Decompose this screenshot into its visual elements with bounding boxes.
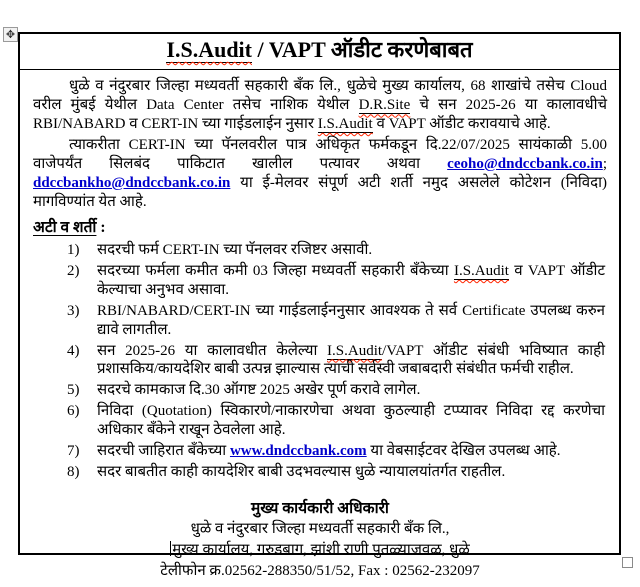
term-4-seg2: /VAPT ऑडीट संबंधी भविष्यात काही प्रशासकिय/कायदेशिर बाबी उत्पन्न झाल्यास त्याची सर्वस्वी जबाबदारी संबंधीत फर्मची राहील. [97, 342, 606, 378]
term-text [97, 262, 607, 300]
title-isaudit-spellcheck [166, 37, 252, 63]
term-item-1 [33, 241, 607, 260]
signature-block [33, 498, 607, 581]
isaudit-spellcheck [318, 116, 373, 133]
term-2-isaudit-spellcheck [454, 263, 509, 280]
term-2-isaudit-text: I.S.Audit [453, 263, 509, 280]
email-link-ceoho[interactable]: ceoho@dndccbank.co.in [447, 155, 603, 172]
signatory-bank-name: धुळे व नंदुरबार जिल्हा मध्यवर्ती सहकारी बँक लि., [190, 521, 450, 538]
term-item-5 [33, 381, 607, 400]
drsite-spellcheck [359, 97, 411, 114]
website-link[interactable]: www.dndccbank.com [229, 443, 367, 460]
term-number: 1) [67, 242, 80, 259]
table-move-handle[interactable] [3, 27, 18, 42]
table-resize-handle[interactable] [622, 557, 633, 568]
terms-heading-text: अटी व शर्ती [33, 218, 97, 236]
term-item-6 [33, 402, 607, 440]
intro-seg2: चे सन 2025-26 या कालावधीचे RBI/NABARD व CERT-IN च्या गाईडलाईन नुसार [33, 97, 607, 133]
term-text [97, 402, 607, 440]
term-1-text: सदरची फर्म CERT-IN च्या पॅनलवर रजिष्टर असावी. [97, 242, 373, 259]
intro-paragraph [33, 77, 607, 134]
term-number: 4) [67, 342, 80, 359]
tender-seg1: त्याकरीता CERT-IN च्या पॅनलवरील पात्र अधिकृत फर्मकडून दि.22/07/2025 सायंकाळी 5.00 वाजेपर्यंत सिलबंद पाकिटात खालील पत्यावर अथवा [33, 137, 607, 172]
term-2-seg1: सदरच्या फर्मला कमीत कमी 03 जिल्हा मध्यवर्ती सहकारी बँकेच्या [97, 263, 454, 280]
term-4-seg1: सन 2025-26 या कालावधीत केलेल्या [97, 342, 328, 359]
term-8-text: सदर बाबतीत काही कायदेशिर बाबी उदभवल्यास धुळे न्यायालयांतर्गत राहतील. [97, 463, 506, 480]
notice-table [18, 32, 621, 579]
term-number: 8) [67, 463, 80, 480]
terms-heading [33, 218, 607, 238]
signatory-address [33, 540, 607, 561]
term-7-seg2: या वेबसाईटवर देखिल उपलब्ध आहे. [366, 443, 561, 460]
signatory-designation: मुख्य कार्यकारी अधिकारी [251, 499, 389, 517]
term-4-isaudit-spellcheck [327, 343, 382, 360]
term-4-isaudit-text: I.S.Audit [327, 342, 383, 359]
term-number: 6) [67, 403, 80, 420]
term-text [97, 463, 607, 482]
document-title [20, 34, 619, 70]
term-item-7 [33, 442, 607, 461]
signatory-address-text: मुख्य कार्यालय, गरुडबाग, झांशी राणी पुतळ्याजवळ, धुळे [172, 541, 470, 558]
term-item-4 [33, 342, 607, 380]
move-cross-icon: ✥ [5, 28, 16, 41]
term-number: 3) [67, 302, 80, 319]
term-3-text: RBI/NABARD/CERT-IN च्या गाईडलाईननुसार आवश्यक ते सर्व Certificate उपलब्ध करुन द्यावे लागतील. [97, 302, 605, 338]
tender-seg2: या ई-मेलवर संपूर्ण अटी शर्ती नमुद असलेले कोटेशन (निविदा) मागविण्यांत येत आहे. [33, 174, 607, 210]
term-number: 2) [67, 263, 80, 280]
isaudit-text: I.S.Audit [317, 116, 373, 133]
terms-heading-colon: : [96, 218, 106, 236]
intro-seg3: व VAPT ऑडीट करावयाचे आहे. [372, 116, 551, 133]
term-number: 5) [67, 382, 80, 399]
term-item-2 [33, 262, 607, 300]
term-item-8 [33, 463, 607, 482]
term-5-text: सदरचे कामकाज दि.30 ऑगष्ट 2025 अखेर पूर्ण करावे लागेल. [97, 382, 421, 399]
term-7-seg1: सदरची जाहिरात बँकेच्या [97, 443, 230, 460]
email-link-ddccbankho[interactable]: ddccbankho@dndccbank.co.in [33, 174, 231, 191]
term-item-3 [33, 302, 607, 340]
term-number: 7) [67, 443, 80, 460]
title-rest-text: / VAPT ऑडीट करणेबाबत [252, 37, 473, 62]
email-separator: ; [602, 155, 607, 172]
drsite-text: D.R.Site [358, 97, 411, 114]
term-text [97, 302, 607, 340]
term-text [97, 381, 607, 400]
tender-paragraph [33, 136, 607, 212]
title-isaudit-text: I.S.Audit [166, 37, 252, 62]
term-2-seg2: व VAPT ऑडीट केल्याचा अनुभव असावा. [97, 263, 605, 298]
intro-seg1: धुळे व नंदुरबार जिल्हा मध्यवर्ती सहकारी बँक लि., धुळेचे मुख्य कार्यालय, 68 शाखांचे तसेच Cloud वरील मुंबई येथील Data Center तसेच नाशिक येथील [33, 78, 607, 114]
term-text [97, 442, 607, 461]
term-6-text: निविदा (Quotation) स्विकारणे/नाकारणेचा अथवा कुठल्याही टप्प्यावर निविदा रद्द करणेचा अधिकार बँकेने राखून ठेवलेला आहे. [97, 403, 605, 439]
notice-body [20, 70, 619, 587]
term-text [97, 241, 607, 260]
signatory-phone-fax: टेलीफोन क्र.02562-288350/51/52, Fax : 02562-232097 [160, 562, 480, 579]
term-text [97, 342, 607, 380]
